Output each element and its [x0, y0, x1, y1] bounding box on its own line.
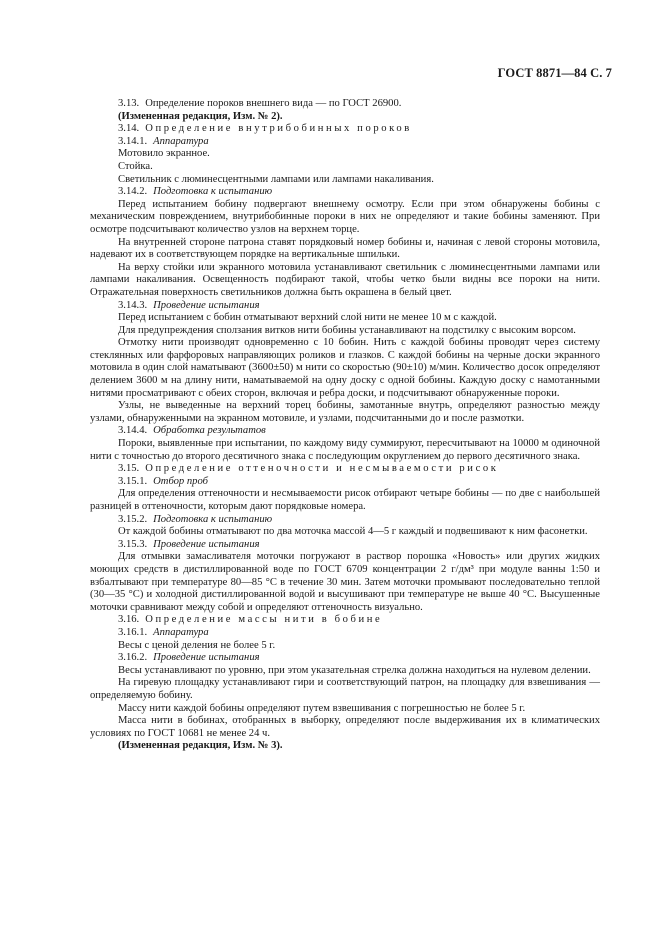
- section-number: 3.15.2.: [118, 513, 148, 525]
- paragraph: Пороки, выявленные при испытании, по каждому виду суммируют, пересчитывают на 10000 м одиночной нити с точностью до второго десятичного знака с последующим округлением до первого десятичного знака.: [90, 438, 600, 462]
- equipment-item: Стойка.: [118, 160, 153, 172]
- section-title: Определение внутрибобинных пороков: [145, 123, 412, 135]
- section-title: Проведение испытания: [153, 538, 260, 550]
- section-number: 3.14.4.: [118, 425, 148, 437]
- equipment-item: Светильник с люминесцентными лампами или лампами накаливания.: [118, 173, 434, 185]
- paragraph: Массу нити каждой бобины определяют путем взвешивания с погрешностью не более 5 г.: [118, 702, 526, 714]
- section-title: Определение пороков внешнего вида — по ГОСТ 26900.: [145, 98, 402, 109]
- paragraph: Для определения оттеночности и несмываемости рисок отбирают четыре бобины — по две с наибольшей разницей в оттеночности, которым дают порядковые номера.: [90, 488, 600, 512]
- paragraph: Для отмывки замасливателя моточки погружают в раствор порошка «Новость» или других жидких моющих средств в дистиллированной воде по ГОСТ 6709 концентрации 2 г/дм³ при модуле ванны 1:50 и взбалтывают при температуре 80—85 °С в течение 30 мин. Затем моточки промывают последовательно теплой (30—35 °С) и холодной дистиллированной водой и высушивают при температуре не выше 40 °С. Высушенные моточки сравнивают между собой и определяют оттеночность визуально.: [90, 551, 600, 613]
- section-title: Определение оттеночности и несмываемости рисок: [145, 463, 499, 475]
- section-title: Обработка результатов: [153, 425, 266, 437]
- section-title: Отбор проб: [153, 475, 208, 487]
- section-title: Аппаратура: [153, 135, 209, 147]
- section-heading: [90, 300, 600, 313]
- section-number: 3.14.: [118, 123, 140, 135]
- section-title: Подготовка к испытанию: [153, 513, 273, 525]
- paragraph: Весы с ценой деления не более 5 г.: [118, 639, 276, 651]
- page-header: ГОСТ 8871—84 С. 7: [497, 66, 612, 80]
- section-number: 3.14.3.: [118, 299, 148, 311]
- equipment-item: Мотовило экранное.: [118, 148, 210, 160]
- section-number: 3.16.1.: [118, 626, 148, 638]
- section-heading: [90, 614, 600, 627]
- paragraph: Перед испытанием с бобин отматывают верхний слой нити не менее 10 м с каждой.: [118, 312, 497, 324]
- section-heading: [90, 425, 600, 438]
- section-heading: [90, 514, 600, 527]
- section-title: Определение массы нити в бобине: [145, 614, 383, 626]
- section-number: 3.15.3.: [118, 538, 148, 550]
- section-heading: [90, 652, 600, 665]
- section-number: 3.15.: [118, 463, 140, 475]
- section-heading: [90, 186, 600, 199]
- section-number: 3.14.2.: [118, 186, 148, 198]
- section-number: 3.16.: [118, 614, 140, 626]
- section-heading: [90, 136, 600, 149]
- paragraph: Перед испытанием бобину подвергают внешнему осмотру. Если при этом обнаружены бобины с механическим повреждением, внутрибобинные пороки в них не определяют и такие бобины заменяют. При осмотре подсчитывают количество узлов на верхнем торце.: [90, 198, 600, 235]
- section-heading: [90, 463, 600, 476]
- paragraph: Отмотку нити производят одновременно с 10 бобин. Нить с каждой бобины проводят через систему стеклянных или фарфоровых направляющих роликов и глазков. С каждой бобины на черные доски экранного мотовила в один слой наматывают (3600±50) м нити со скоростью (90±10) м/мин. Количество досок определяют делением 3600 м на длину нити, наматываемой на одну доску с одной бобины. Каждую доску с намотанными нитями просматривают с обеих сторон, включая и ребра доски, и подсчитывают обнаруженные пороки.: [90, 337, 600, 399]
- section-heading: [90, 539, 600, 552]
- revision-note: (Измененная редакция, Изм. № 3).: [118, 740, 283, 752]
- paragraph: От каждой бобины отматывают по два моточка массой 4—5 г каждый и подвешивают к ним фасонетки.: [118, 526, 588, 538]
- paragraph: Для предупреждения сползания витков нити бобины устанавливают на подстилку с высоким ворсом.: [118, 324, 576, 336]
- section-heading: [90, 123, 600, 136]
- section-title: Проведение испытания: [153, 299, 260, 311]
- section-number: 3.16.2.: [118, 652, 148, 664]
- revision-note: (Измененная редакция, Изм. № 2).: [118, 110, 283, 122]
- section-title: Проведение испытания: [153, 652, 260, 664]
- paragraph: Масса нити в бобинах, отобранных в выборку, определяют после выдерживания их в климатических условиях по ГОСТ 10681 не менее 24 ч.: [90, 715, 600, 739]
- paragraph: На гиревую площадку устанавливают гири и соответствующий патрон, на площадку для взвешивания — определяемую бобину.: [90, 677, 600, 701]
- paragraph: На верху стойки или экранного мотовила устанавливают светильник с люминесцентными лампами или лампами накаливания. Освещенность подбирают такой, чтобы четко были видны все пороки на нити. Отражательная поверхность светильников должна быть окрашена в белый цвет.: [90, 261, 600, 298]
- paragraph: На внутренней стороне патрона ставят порядковый номер бобины и, начиная с левой стороны мотовила, надевают их в соответствующем порядке на вертикальные шпильки.: [90, 236, 600, 261]
- section-title: Аппаратура: [153, 626, 209, 638]
- section-number: 3.14.1.: [118, 135, 148, 147]
- section-number: 3.15.1.: [118, 475, 148, 487]
- section-number: 3.13.: [118, 98, 140, 109]
- section-heading: [90, 476, 600, 489]
- section-heading: [90, 98, 600, 111]
- section-title: Подготовка к испытанию: [153, 186, 273, 198]
- paragraph: Узлы, не выведенные на верхний торец бобины, замотанные внутрь, определяют разностью между узлами, обнаруженными на экранном мотовиле, и узлами, подсчитанными до и после размотки.: [90, 400, 600, 424]
- document-body: [90, 98, 600, 753]
- section-heading: [90, 627, 600, 640]
- paragraph: Весы устанавливают по уровню, при этом указательная стрелка должна находиться на нулевом делении.: [118, 664, 591, 676]
